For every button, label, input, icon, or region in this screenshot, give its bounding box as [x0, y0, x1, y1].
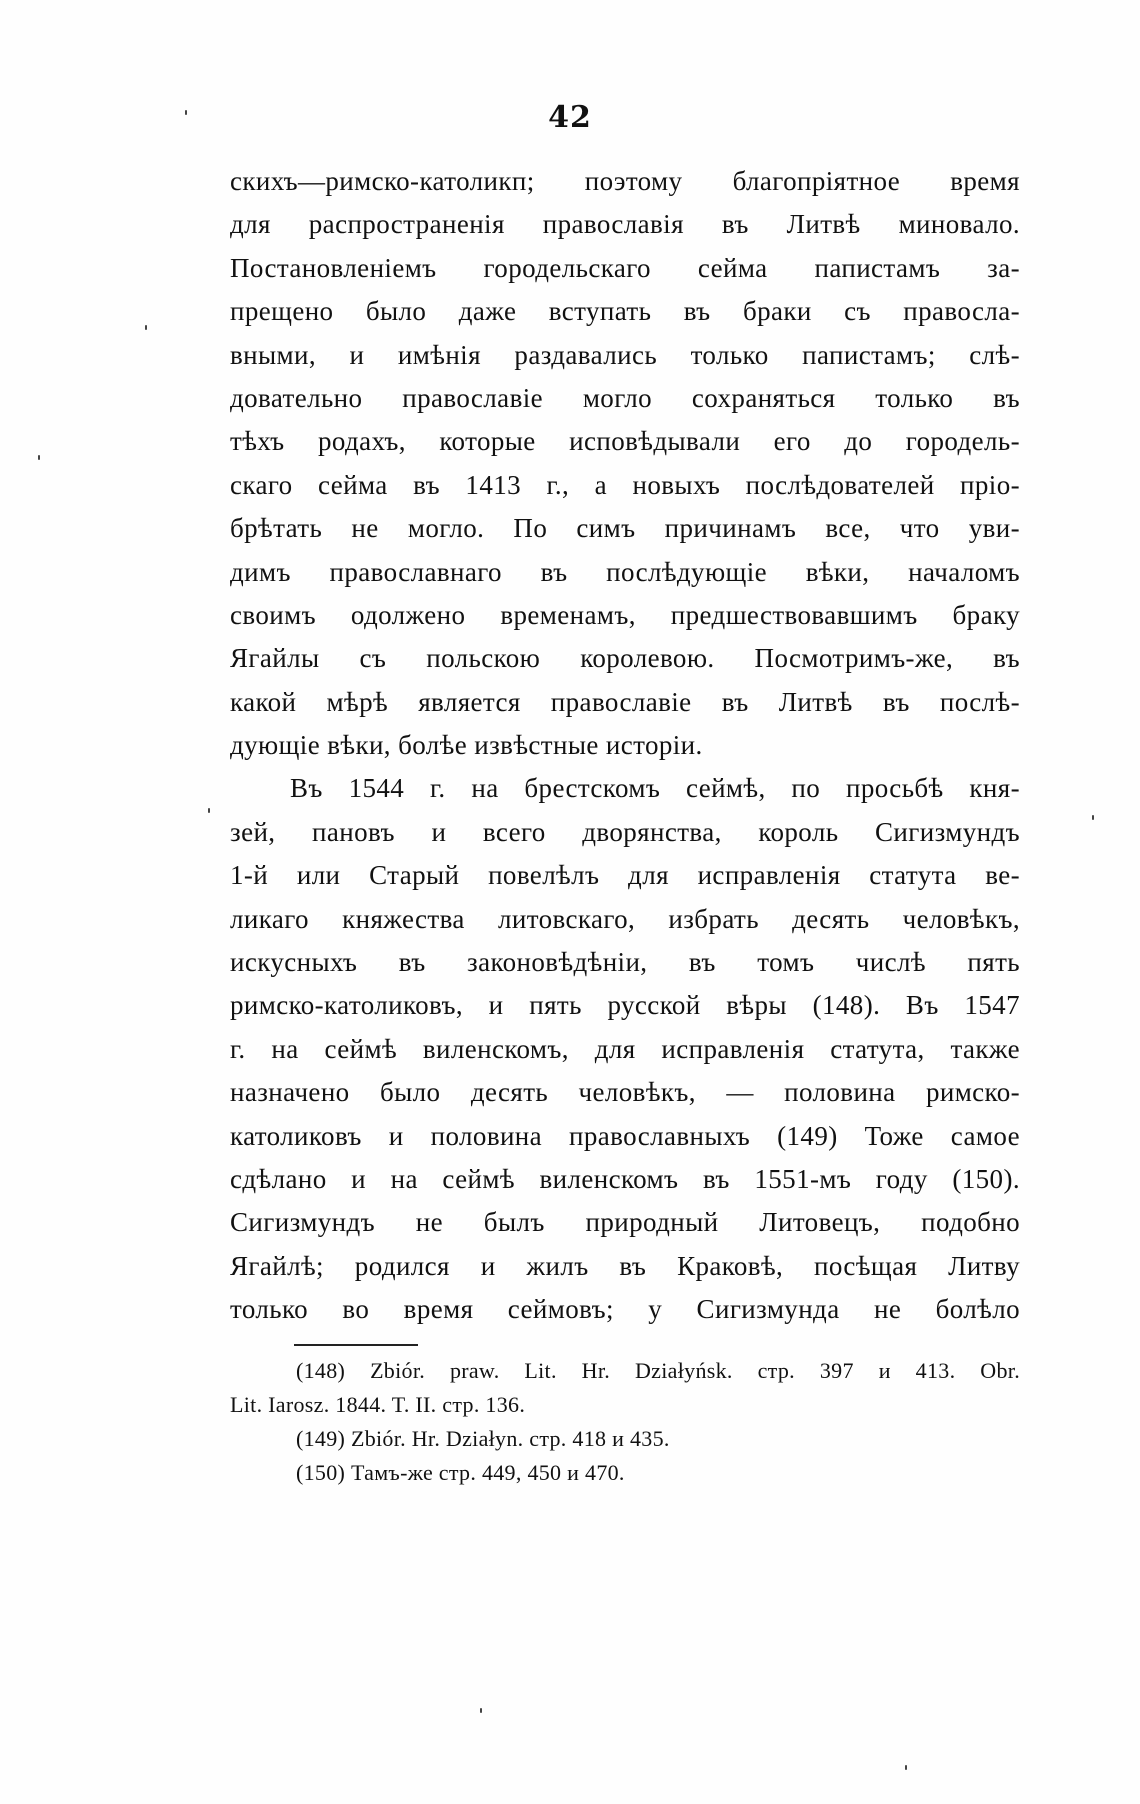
text-line: Ягайлы съ польскою королевою. Посмотримъ-же, въ — [230, 643, 1020, 674]
footnotes — [230, 1354, 1020, 1490]
scan-speck — [480, 1708, 482, 1713]
text-line: вными, и имѣнія раздавались только папистамъ; слѣ- — [230, 339, 1020, 370]
page-number: 42 — [548, 100, 592, 135]
footnote-line: (148) Zbiór. praw. Lit. Hr. Działyńsk. стр. 397 и 413. Obr. — [296, 1358, 1020, 1383]
text-line: назначено было десять человѣкъ, — половина римско- — [230, 1077, 1020, 1108]
text-line: дующіе вѣки, болѣе извѣстные исторіи. — [230, 730, 703, 761]
footnote-line: (149) Zbiór. Hr. Działyn. стр. 418 и 435. — [296, 1426, 670, 1451]
text-line: довательно православіе могло сохраняться только въ — [230, 382, 1020, 413]
text-line: Ягайлѣ; родился и жилъ въ Краковѣ, посѣщая Литву — [230, 1250, 1020, 1281]
scan-speck — [905, 1765, 907, 1770]
footnote-line: (150) Тамъ-же стр. 449, 450 и 470. — [296, 1460, 625, 1485]
text-line: зей, пановъ и всего дворянства, король Сигизмундъ — [230, 816, 1020, 847]
text-line: тѣхъ родахъ, которые исповѣдывали его до городель- — [230, 426, 1020, 457]
scan-speck — [185, 110, 187, 115]
text-line: скихъ—римско-католикп; поэтому благопріятное время — [230, 166, 1020, 196]
footnote-divider — [294, 1344, 418, 1346]
body-text — [230, 160, 1020, 1332]
scan-speck — [145, 325, 147, 330]
text-line: только во время сеймовъ; у Сигизмунда не болѣло — [230, 1294, 1020, 1325]
text-line: ликаго княжества литовскаго, избрать десять человѣкъ, — [230, 903, 1020, 934]
text-line: Въ 1544 г. на брестскомъ сеймѣ, по просьбѣ кня- — [290, 773, 1020, 804]
text-line: прещено было даже вступать въ браки съ правосла- — [230, 296, 1020, 327]
text-line: своимъ одолжено временамъ, предшествовавшимъ браку — [230, 599, 1020, 630]
scan-speck — [38, 455, 40, 460]
text-line: римско-католиковъ, и пять русской вѣры (148). Въ 1547 — [230, 990, 1020, 1021]
text-line: брѣтать не могло. По симъ причинамъ все, что уви- — [230, 513, 1020, 544]
text-line: Постановленіемъ городельскаго сейма папистамъ за- — [230, 252, 1020, 283]
text-line: католиковъ и половина православныхъ (149) Тоже самое — [230, 1120, 1020, 1151]
scan-speck — [208, 808, 210, 813]
text-line: Сигизмундъ не былъ природный Литовецъ, подобно — [230, 1207, 1020, 1238]
text-line: искусныхъ въ законовѣдѣніи, въ томъ числѣ пять — [230, 947, 1020, 978]
text-line: скаго сейма въ 1413 г., а новыхъ послѣдователей пріо- — [230, 469, 1020, 500]
text-line: какой мѣрѣ является православіе въ Литвѣ въ послѣ- — [230, 686, 1020, 717]
scan-speck — [1092, 815, 1094, 820]
text-line: г. на сеймѣ виленскомъ, для исправленія статута, также — [230, 1033, 1020, 1064]
text-line: для распространенія православія въ Литвѣ миновало. — [230, 209, 1020, 240]
text-line: димъ православнаго въ послѣдующіе вѣки, началомъ — [230, 556, 1020, 587]
text-line: сдѣлано и на сеймѣ виленскомъ въ 1551-мъ году (150). — [230, 1163, 1020, 1194]
footnote-line: Lit. Iarosz. 1844. T. II. стр. 136. — [230, 1392, 526, 1417]
text-line: 1-й или Старый повелѣлъ для исправленія статута ве- — [230, 860, 1020, 891]
